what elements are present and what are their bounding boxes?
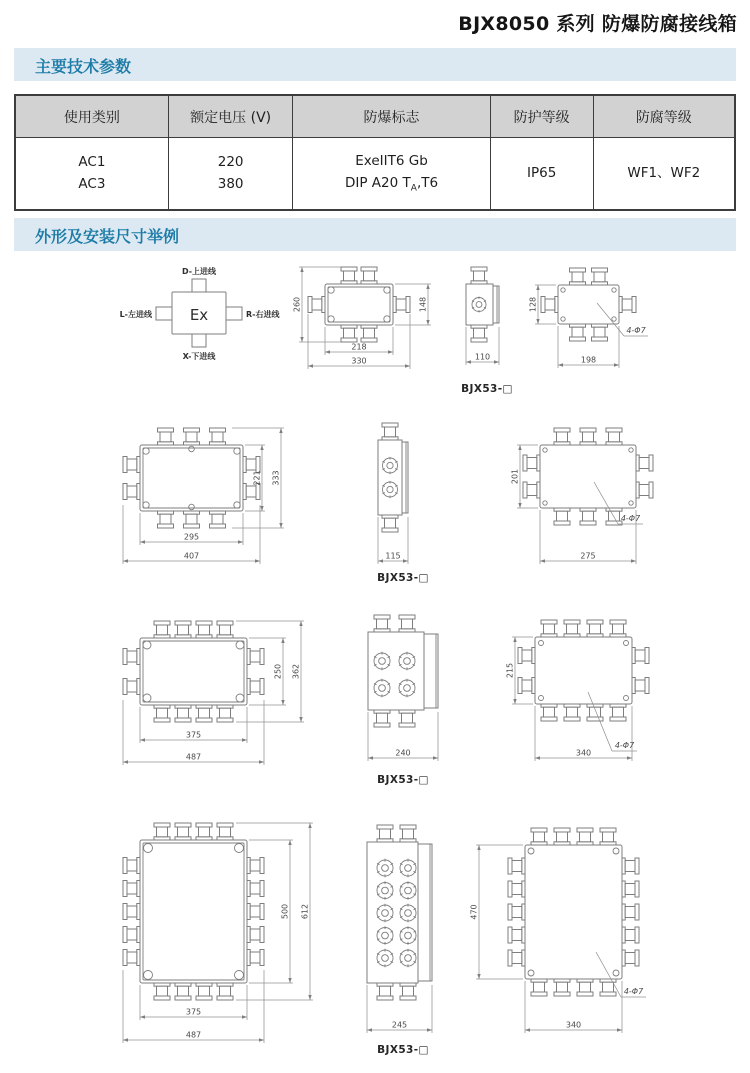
dimension-label (475, 353, 490, 362)
svg-text:375: 375 (185, 1007, 202, 1017)
svg-text:128: 128 (528, 296, 538, 313)
svg-text:D-上进线: D-上进线 (181, 267, 217, 276)
svg-text:201: 201 (510, 468, 520, 485)
dimension-label (576, 749, 591, 758)
svg-text:4-Φ7: 4-Φ7 (626, 326, 646, 335)
front-view (293, 267, 432, 369)
svg-text:X-下进线: X-下进线 (182, 352, 216, 361)
drawing-row (123, 615, 649, 786)
svg-text:330: 330 (351, 356, 367, 366)
side-view (378, 423, 408, 564)
dimension-label (395, 749, 410, 758)
dimension-label (301, 904, 310, 919)
svg-text:BJX53-□: BJX53-□ (377, 572, 429, 584)
svg-text:240: 240 (395, 748, 411, 758)
dimension-label (253, 470, 262, 485)
legend-diagram (120, 266, 281, 361)
model-label (461, 383, 513, 395)
svg-text:L-左进线: L-左进线 (119, 310, 152, 319)
page-title: BJX8050 系列 防爆防腐接线箱 (458, 13, 737, 35)
svg-text:4-Φ7: 4-Φ7 (623, 987, 644, 996)
svg-text:407: 407 (183, 551, 200, 561)
dimension-label (186, 753, 201, 762)
svg-text:340: 340 (565, 1020, 582, 1030)
svg-text:612: 612 (300, 903, 310, 920)
table-cell: WF1、WF2 (593, 138, 735, 211)
table-cell: 220 380 (168, 138, 293, 211)
svg-text:221: 221 (252, 470, 262, 486)
dimension-label (419, 297, 428, 312)
back-view (511, 428, 654, 564)
svg-text:487: 487 (185, 752, 202, 762)
svg-text:470: 470 (469, 904, 479, 920)
table-cell: ExeIIT6 Gb DIP A20 $T_A,T6$ (293, 138, 490, 211)
section-title-dimensions: 外形及安装尺寸举例 (35, 227, 180, 246)
front-view (123, 428, 284, 564)
dimension-label (351, 343, 366, 352)
table-header-cell: 防腐等级 (593, 95, 735, 138)
svg-text:333: 333 (271, 470, 281, 486)
table-header-cell: 额定电压 (V) (168, 95, 293, 138)
model-label (377, 1044, 429, 1056)
dimension-label (272, 470, 281, 485)
dimension-label (351, 357, 366, 366)
svg-text:4-Φ7: 4-Φ7 (620, 514, 641, 523)
svg-text:275: 275 (580, 551, 596, 561)
svg-text:362: 362 (291, 663, 301, 680)
front-view (123, 823, 313, 1043)
dimension-label (529, 297, 538, 312)
svg-text:340: 340 (575, 748, 592, 758)
dimension-label (385, 552, 400, 561)
dimension-label (186, 1008, 201, 1017)
svg-text:BJX53-□: BJX53-□ (461, 383, 513, 395)
back-view (529, 268, 649, 368)
table-header-cell: 防爆标志 (293, 95, 490, 138)
side-view (368, 615, 438, 761)
svg-text:500: 500 (280, 903, 290, 920)
svg-text:148: 148 (418, 296, 428, 313)
dimension-label (566, 1021, 581, 1030)
svg-text:BJX53-□: BJX53-□ (377, 774, 429, 786)
svg-text:4-Φ7: 4-Φ7 (614, 741, 635, 750)
dimension-label (292, 664, 301, 679)
table-cell: IP65 (490, 138, 593, 211)
back-view (506, 620, 650, 761)
drawing-row (123, 823, 646, 1056)
svg-text:110: 110 (474, 352, 491, 362)
dimension-label (293, 297, 302, 312)
dimension-label (274, 664, 283, 679)
drawing-row (293, 267, 649, 395)
drawing-row (123, 423, 653, 584)
svg-text:215: 215 (505, 662, 515, 679)
front-view (123, 621, 304, 765)
svg-text:198: 198 (580, 355, 597, 365)
dimension-label (580, 552, 595, 561)
dimension-label (186, 1031, 201, 1040)
side-view (466, 267, 499, 365)
dimension-label (506, 663, 515, 678)
svg-text:295: 295 (183, 532, 200, 542)
svg-text:250: 250 (273, 663, 283, 680)
svg-text:375: 375 (185, 730, 202, 740)
model-label (377, 774, 429, 786)
dimension-label (281, 904, 290, 919)
svg-text:218: 218 (351, 342, 367, 352)
svg-text:115: 115 (385, 551, 401, 561)
svg-text:260: 260 (292, 296, 302, 313)
dimension-label (470, 904, 479, 919)
svg-text:245: 245 (391, 1020, 408, 1030)
svg-text:BJX53-□: BJX53-□ (377, 1044, 429, 1056)
side-view (367, 825, 432, 1033)
section-title-params: 主要技术参数 (35, 57, 132, 76)
table-header-cell: 使用类别 (15, 95, 168, 138)
svg-text:R-右进线: R-右进线 (246, 310, 280, 319)
svg-text:Ex: Ex (189, 306, 209, 324)
dimension-label (184, 533, 199, 542)
dimension-label (184, 552, 199, 561)
dimension-label (511, 469, 520, 484)
model-label (377, 572, 429, 584)
svg-text:487: 487 (185, 1030, 202, 1040)
table-header-cell: 防护等级 (490, 95, 593, 138)
back-view (470, 828, 647, 1033)
dimension-label (392, 1021, 407, 1030)
table-cell: AC1 AC3 (15, 138, 168, 211)
dimension-label (186, 731, 201, 740)
dimension-label (581, 356, 596, 365)
